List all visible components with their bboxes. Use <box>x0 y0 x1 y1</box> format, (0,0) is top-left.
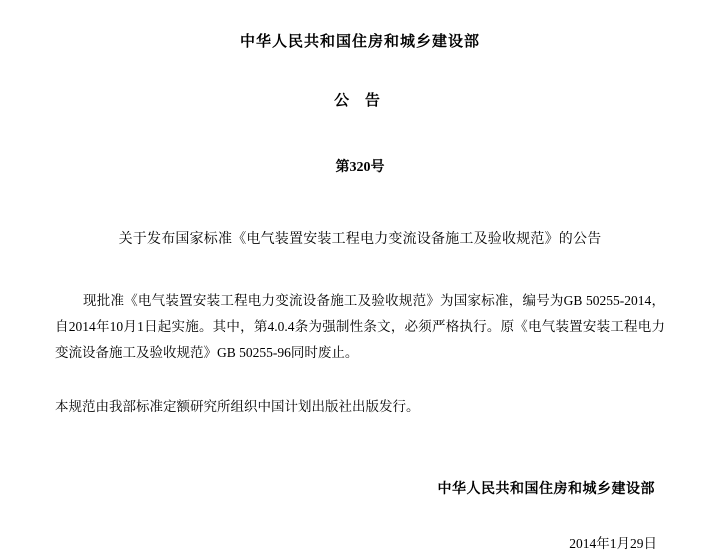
document-page <box>0 30 720 560</box>
signature-block: 中华人民共和国住房和城乡建设部 <box>437 482 655 497</box>
document-number: 第320号 <box>335 160 385 175</box>
announcement-heading: 公 告 <box>334 93 386 109</box>
issuing-ministry-title: 中华人民共和国住房和城乡建设部 <box>239 34 480 50</box>
document-subject: 关于发布国家标准《电气装置安装工程电力变流设备施工及验收规范》的公告 <box>118 232 602 247</box>
document-body <box>0 30 720 552</box>
body-paragraph-1: 现批准《电气装置安装工程电力变流设备施工及验收规范》为国家标准，编号为GB 50255-2014，自2014年10月1日起实施。其中，第4.0.4条为强制性条文，必须严格执行。原《电气装置安装工程电力变流设备施工及验收规范》GB 50255-96同时废止。 <box>55 293 665 360</box>
body-paragraph-2: 本规范由我部标准定额研究所组织中国计划出版社出版发行。 <box>55 399 420 414</box>
issue-date: 2014年1月29日 <box>569 536 657 551</box>
